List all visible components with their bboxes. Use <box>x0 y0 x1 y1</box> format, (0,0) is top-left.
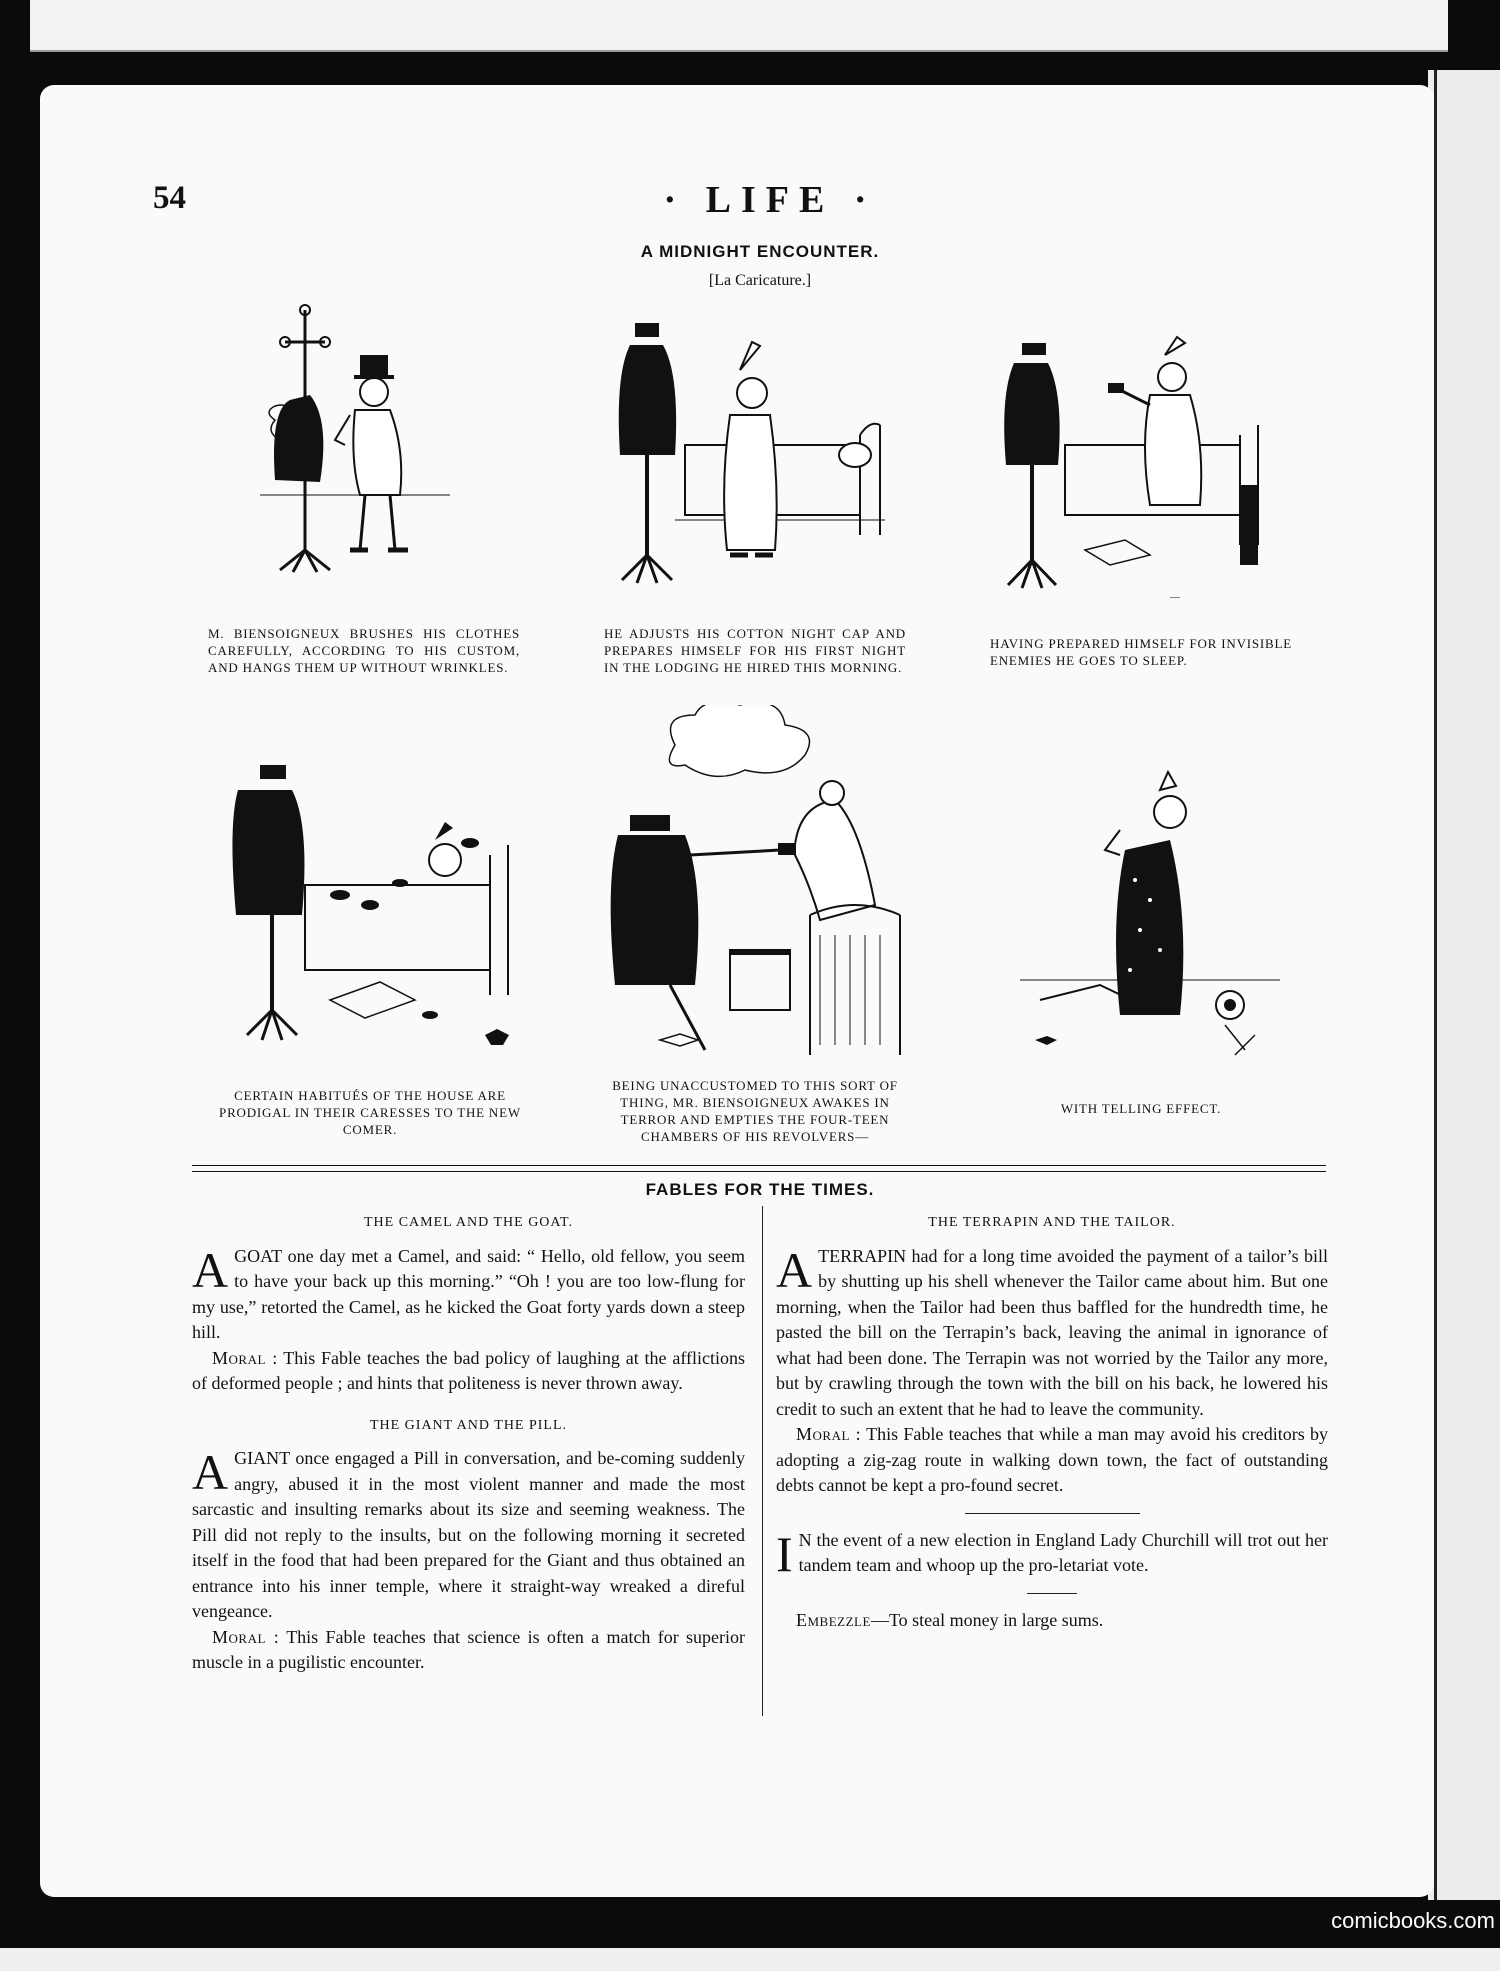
adjacent-page-right-edge <box>1428 70 1500 1900</box>
cartoon-caption-2: HE ADJUSTS HIS COTTON NIGHT CAP AND PREPARES HIMSELF FOR HIS FIRST NIGHT IN THE LODGING HE HIRED THIS MORNING. <box>604 626 906 675</box>
cartoon-panel-4-illustration <box>230 755 520 1055</box>
cartoon-caption-3: HAVING PREPARED HIMSELF FOR INVISIBLE ENEMIES HE GOES TO SLEEP. <box>990 636 1292 668</box>
section-divider-bottom <box>192 1171 1326 1172</box>
watermark: comicbooks.com <box>1331 1908 1495 1933</box>
column-rule <box>762 1206 763 1716</box>
adjacent-page-top-edge <box>30 0 1448 52</box>
dropcap: I <box>776 1525 793 1582</box>
short-rule <box>965 1513 1140 1514</box>
cartoon-panel-5-illustration <box>610 705 910 1060</box>
fables-left-column <box>192 1210 745 1676</box>
churchill-paragraph: I N the event of a new election in England Lady Churchill will trot out her tandem team and whoop up the pro-letariat vote. <box>776 1525 1328 1582</box>
cartoon-caption-5: BEING UNACCUSTOMED TO THIS SORT OF THING, MR. BIENSOIGNEUX AWAKES IN TERROR AND EMPTIES THE FOUR-TEEN CHAMBERS OF HIS REVOLVERS— <box>612 1078 898 1144</box>
cartoon-title: A MIDNIGHT ENCOUNTER. <box>640 242 880 261</box>
fable-terrapin-body: ATERRAPIN had for a long time avoided the payment of a tailor’s bill by shutting up his shell whenever the Tailor came about him. But one morning, when the Tailor had been thus baffled for the hundredth time, he pasted the bill on the Terrapin’s back, leaving the animal in ignorance of what had been done. The Terrapin was not worried by the Tailor any more, but by crawling through the town with the bill on his back, he lowered his credit to such an extent that he had to leave the community. <box>776 1241 1328 1419</box>
page-number: 54 <box>153 180 186 216</box>
fable-giant-title: THE GIANT AND THE PILL. <box>369 1417 568 1433</box>
dropcap: A <box>776 1241 813 1298</box>
cartoon-caption-4: CERTAIN HABITUÉS OF THE HOUSE ARE PRODIGAL IN THEIR CARESSES TO THE NEW COMER. <box>219 1088 521 1137</box>
cartoon-caption-1: M. BIENSOIGNEUX BRUSHES HIS CLOTHES CAREFULLY, ACCORDING TO HIS CUSTOM, AND HANGS THEM UP WITHOUT WRINKLES. <box>208 626 520 675</box>
fable-camel-moral: Moral : This Fable teaches the bad policy of laughing at the afflictions of deformed people ; and hints that politeness is never thrown away. <box>192 1347 745 1393</box>
fable-terrapin-title: THE TERRAPIN AND THE TAILOR. <box>928 1215 1176 1230</box>
short-rule <box>1027 1593 1077 1594</box>
cartoon-panel-1-illustration <box>250 300 450 580</box>
fable-camel-title: THE CAMEL AND THE GOAT. <box>363 1215 573 1230</box>
masthead: · LIFE · <box>663 179 877 221</box>
embezzle-definition: Embezzle—To steal money in large sums. <box>796 1609 1104 1630</box>
dropcap: A <box>192 1241 229 1298</box>
adjacent-page-bottom-edge <box>0 1948 1500 1971</box>
fable-giant-moral: Moral : This Fable teaches that science is often a match for superior muscle in a pugilistic encounter. <box>192 1626 745 1672</box>
cartoon-panel-3-illustration <box>1000 335 1280 615</box>
cartoon-source: [La Caricature.] <box>708 272 812 289</box>
fables-heading: FABLES FOR THE TIMES. <box>645 1180 875 1199</box>
dropcap: A <box>192 1444 229 1500</box>
svg-text:—: — <box>1170 592 1180 603</box>
section-divider-top <box>192 1165 1326 1166</box>
cartoon-panel-6-illustration <box>1010 770 1290 1060</box>
cartoon-caption-6: WITH TELLING EFFECT. <box>1060 1101 1222 1116</box>
fables-right-column <box>776 1210 1328 1633</box>
fable-terrapin-moral: Moral : This Fable teaches that while a man may avoid his creditors by adopting a zig-zag route in walking down town, the fact of outstanding debts cannot be kept a pro-found secret. <box>776 1424 1328 1495</box>
fable-camel-body: AGOAT one day met a Camel, and said: “ Hello, old fellow, you seem to have your back up this morning.” “Oh ! you are too low-flung for my use,” retorted the Camel, as he kicked the Goat forty yards down a steep hill. <box>192 1241 746 1342</box>
cartoon-panel-2-illustration <box>615 315 895 595</box>
fable-giant-body: AGIANT once engaged a Pill in conversation, and be-coming suddenly angry, abused it in the most violent manner and made the most sarcastic and insulting remarks about its size and seeming weakness. The Pill did not reply to the insults, but on the following morning it secreted itself in the food that had been prepared for the Giant and thus obtained an entrance into his inner temple, where it straight-way wreaked a direful vengeance. <box>192 1444 745 1621</box>
